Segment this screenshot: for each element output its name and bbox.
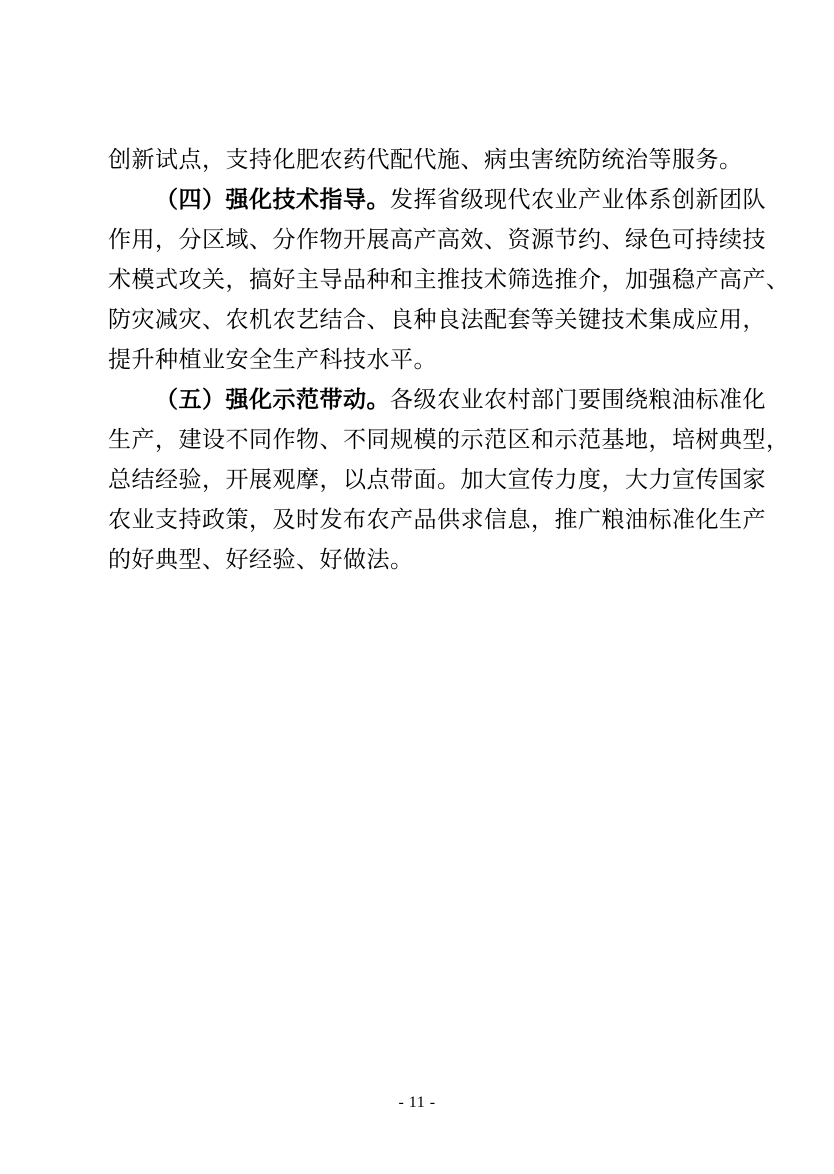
- section-five-heading: （五）强化示范带动。: [155, 386, 390, 413]
- page-number: - 11 -: [398, 1094, 436, 1111]
- paragraph-line: 防灾减灾、农机农艺结合、良种良法配套等关键技术集成应用，: [108, 307, 766, 333]
- paragraph-line: 总结经验，开展观摩，以点带面。加大宣传力度，大力宣传国家: [108, 467, 766, 493]
- paragraph-line: 作用，分区域、分作物开展高产高效、资源节约、绿色可持续技: [108, 227, 766, 253]
- section-five-first-line: [108, 380, 766, 420]
- paragraph-line: 创新试点，支持化肥农药代配代施、病虫害统防统治等服务。: [108, 147, 743, 173]
- paragraph-line: 生产，建设不同作物、不同规模的示范区和示范基地，培树典型，: [108, 427, 790, 453]
- paragraph-line: 术模式攻关，搞好主导品种和主推技术筛选推介，加强稳产高产、: [108, 267, 790, 293]
- paragraph-line: 的好典型、好经验、好做法。: [108, 547, 414, 573]
- section-five-text: 各级农业农村部门要围绕粮油标准化: [390, 387, 766, 413]
- paragraph-line: 农业支持政策，及时发布农产品供求信息，推广粮油标准化生产: [108, 507, 766, 533]
- paragraph-line: 提升种植业安全生产科技水平。: [108, 347, 437, 373]
- document-body: [108, 140, 790, 580]
- section-four-heading: （四）强化技术指导。: [155, 186, 390, 213]
- section-four-text: 发挥省级现代农业产业体系创新团队: [390, 187, 766, 213]
- section-four-first-line: [108, 180, 766, 220]
